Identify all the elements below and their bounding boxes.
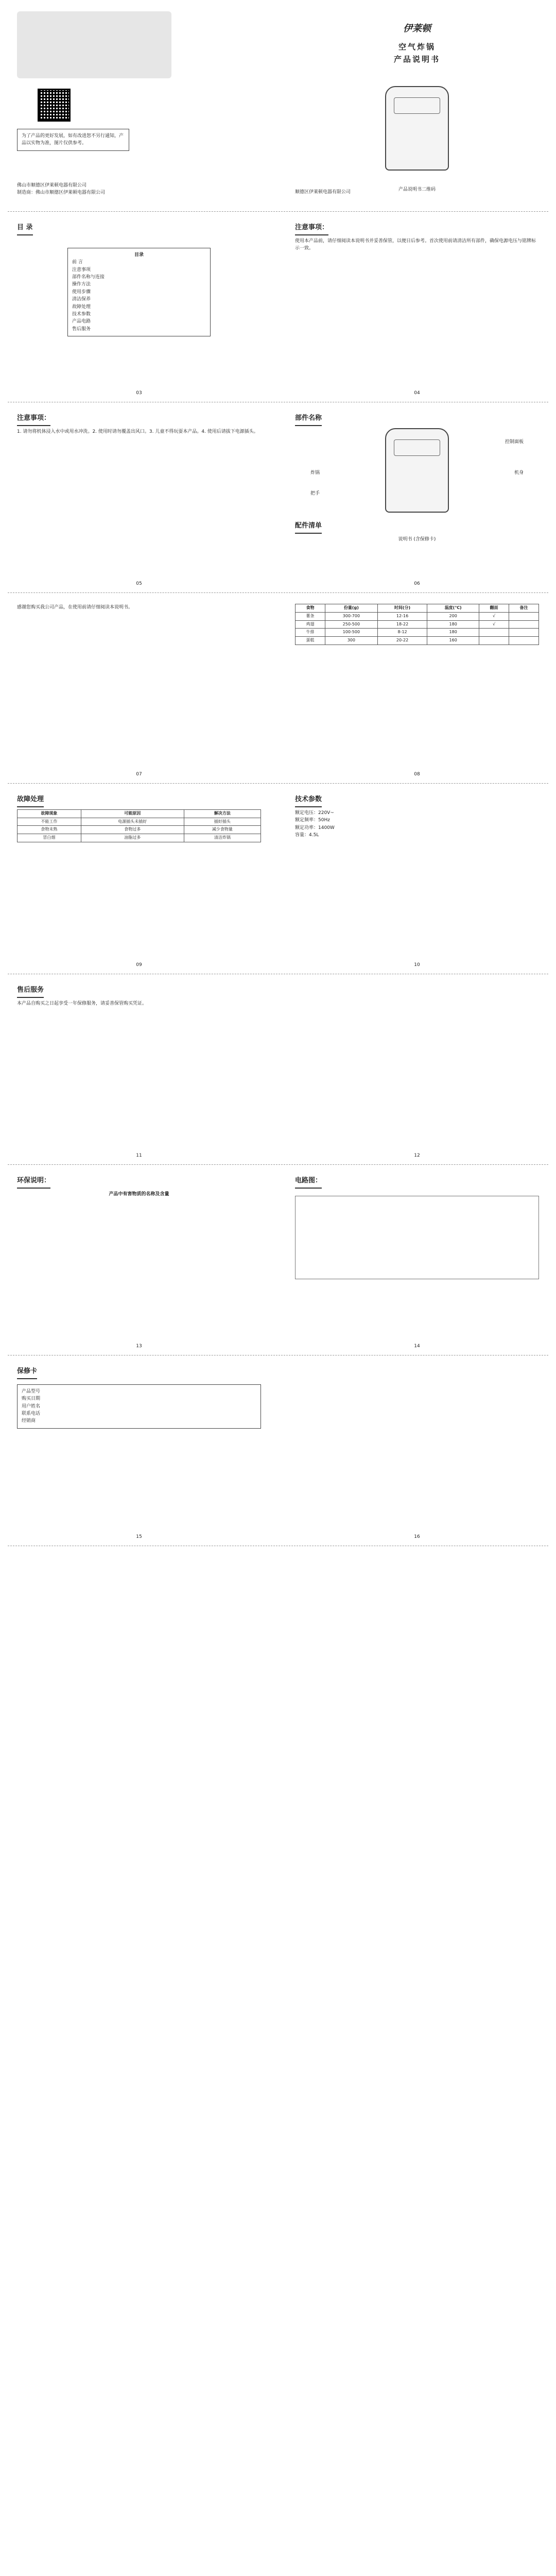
cover-notice: 为了产品的更好发展，如有改进恕不另行通知，产品以实物为准，图片仅供参考。 [17, 129, 129, 151]
page-number: 04 [414, 390, 420, 396]
table-row [296, 612, 539, 620]
notes-text: 1. 请勿将机体浸入水中或用水冲洗。2. 使用时请勿覆盖出风口。3. 儿童不得玩耍本产品。4. 使用后请拔下电源插头。 [17, 429, 258, 434]
air-fryer-image [385, 86, 449, 171]
table-row [18, 826, 261, 834]
table-cell: 20-22 [377, 637, 427, 645]
toc-item[interactable]: 使用步骤 [72, 289, 91, 295]
table-cell: 12-16 [377, 612, 427, 620]
table-header: 可能原因 [81, 809, 184, 818]
page-number: 11 [136, 1153, 142, 1158]
circuit-diagram [295, 1196, 539, 1279]
tech-item: 额定频率：50Hz [295, 818, 330, 823]
table-cell: 减少食物量 [184, 826, 260, 834]
warranty-page [8, 1360, 270, 1546]
warranty-field[interactable]: 购买日期 [22, 1396, 41, 1402]
toc-item[interactable]: 产品电路 [72, 319, 91, 325]
table-cell: 食物过多 [81, 826, 184, 834]
brand-logo: 伊莱顿 [403, 23, 431, 34]
spread-parts [8, 407, 548, 593]
warranty-field[interactable]: 经销商 [22, 1418, 36, 1424]
tech-item: 额定电压：220V~ [295, 810, 334, 816]
table-header: 解决方法 [184, 809, 260, 818]
table-header: 温度(℃) [427, 604, 479, 613]
table-cell: 油脂过多 [81, 834, 184, 842]
table-cell: 薯条 [296, 612, 325, 620]
table-cell: 250-500 [325, 620, 377, 629]
service-text: 本产品自购买之日起享受一年保修服务，请妥善保管购买凭证。 [17, 1001, 147, 1006]
table-cell: 冒白烟 [18, 834, 81, 842]
warranty-field[interactable]: 联系电话 [22, 1411, 41, 1416]
accessory-label: 配件清单 [295, 521, 322, 534]
page-number: 15 [136, 1534, 142, 1539]
table-cell [479, 629, 509, 637]
table-cell: 100-500 [325, 629, 377, 637]
cooking-table [295, 604, 539, 645]
troubleshoot-title: 故障处理 [17, 794, 44, 807]
cover-back [8, 5, 270, 211]
notes-page [8, 407, 270, 592]
table-cell: √ [479, 620, 509, 629]
table-header: 备注 [509, 604, 539, 613]
table-cell: 鸡翅 [296, 620, 325, 629]
company-line: 制造商：佛山市顺德区伊莱顿电器有限公司 [17, 190, 106, 196]
table-cell: 180 [427, 620, 479, 629]
toc-item[interactable]: 前 言 [72, 260, 83, 265]
table-row [296, 637, 539, 645]
env-page [8, 1170, 270, 1355]
spread-cooking [8, 598, 548, 784]
warranty-field[interactable]: 用户姓名 [22, 1403, 41, 1409]
table-cell: 牛排 [296, 629, 325, 637]
toc-item[interactable]: 注意事项 [72, 267, 91, 273]
back-page [286, 1360, 548, 1546]
part-label: 控制面板 [505, 439, 524, 445]
table-cell: 160 [427, 637, 479, 645]
page-number: 08 [414, 771, 420, 777]
air-fryer-diagram [385, 428, 449, 513]
toc-item[interactable]: 操作方法 [72, 282, 91, 287]
toc-title: 目 录 [17, 223, 33, 235]
toc-page [8, 216, 270, 402]
table-cell [509, 629, 539, 637]
spread-warranty [8, 1360, 548, 1546]
company-line: 佛山市顺德区伊莱顿电器有限公司 [17, 182, 87, 188]
table-cell: √ [479, 612, 509, 620]
table-cell [479, 637, 509, 645]
table-header: 故障现象 [18, 809, 81, 818]
toc-item[interactable]: 故障处理 [72, 304, 91, 310]
page-number: 07 [136, 771, 142, 777]
blank-page [286, 979, 548, 1164]
warranty-title: 保修卡 [17, 1366, 37, 1379]
preface-text: 使用本产品前，请仔细阅读本说明书并妥善保管，以便日后参考。首次使用前请清洁所有部件，确保电源电压与铭牌标示一致。 [295, 238, 536, 251]
table-cell: 清洁炸锅 [184, 834, 260, 842]
tech-item: 容量：4.5L [295, 832, 319, 838]
warranty-form [17, 1384, 261, 1429]
table-cell [509, 637, 539, 645]
table-cell: 不能工作 [18, 818, 81, 826]
table-header: 翻面 [479, 604, 509, 613]
page-number: 14 [414, 1343, 420, 1349]
qr-code [38, 89, 71, 122]
toc-item[interactable]: 清洁保养 [72, 297, 91, 302]
spread-toc [8, 216, 548, 402]
table-header: 食物 [296, 604, 325, 613]
part-label: 把手 [310, 490, 320, 496]
table-cell: 200 [427, 612, 479, 620]
toc-subtitle: 目录 [134, 252, 144, 258]
page-number: 10 [414, 962, 420, 968]
parts-page [286, 407, 548, 592]
table-cell: 300 [325, 637, 377, 645]
table-cell: 蛋糕 [296, 637, 325, 645]
table-cell [509, 620, 539, 629]
company-right: 顺德区伊莱顿电器有限公司 [295, 189, 351, 195]
circuit-page [286, 1170, 548, 1355]
table-row [296, 629, 539, 637]
troubleshoot-table [17, 809, 261, 842]
table-cell: 插好插头 [184, 818, 260, 826]
table-row [296, 620, 539, 629]
page-number: 13 [136, 1343, 142, 1349]
toc-box [67, 248, 211, 336]
table-header: 时间(分) [377, 604, 427, 613]
circuit-title: 电路图： [295, 1176, 322, 1189]
toc-item[interactable]: 售后服务 [72, 326, 91, 332]
world-map-image [17, 11, 171, 78]
intro-page [8, 598, 270, 783]
table-cell: 18-22 [377, 620, 427, 629]
qr-caption: 产品说明书二维码 [398, 187, 436, 192]
table-cell [509, 612, 539, 620]
warranty-field[interactable]: 产品型号 [22, 1388, 41, 1394]
table-cell: 食物未熟 [18, 826, 81, 834]
table-row [18, 834, 261, 842]
table-cell: 电源插头未插好 [81, 818, 184, 826]
spread-service [8, 979, 548, 1165]
env-title: 环保说明： [17, 1176, 50, 1189]
service-page [8, 979, 270, 1164]
table-header: 份量(g) [325, 604, 377, 613]
spread-env [8, 1170, 548, 1355]
spread-troubleshoot [8, 788, 548, 974]
page-number: 06 [414, 581, 420, 586]
part-label: 炸锅 [310, 470, 320, 476]
manual-title: 产品说明书 [393, 54, 440, 64]
spread-cover [8, 5, 548, 212]
toc-item[interactable]: 部件名称与连接 [72, 274, 105, 280]
tech-title: 技术参数 [295, 794, 322, 807]
table-cell: 180 [427, 629, 479, 637]
table-row [18, 818, 261, 826]
page-number: 12 [414, 1153, 420, 1158]
service-title: 售后服务 [17, 985, 44, 998]
parts-section-label: 部件名称 [295, 413, 322, 426]
table-cell: 300-700 [325, 612, 377, 620]
troubleshoot-page [8, 788, 270, 974]
page-number: 16 [414, 1534, 420, 1539]
page-number: 09 [136, 962, 142, 968]
page-number: 03 [136, 390, 142, 396]
table-cell: 8-12 [377, 629, 427, 637]
page-number: 05 [136, 581, 142, 586]
env-table-title: 产品中有害物质的名称及含量 [109, 1191, 169, 1197]
toc-item[interactable]: 技术参数 [72, 311, 91, 317]
tech-item: 额定功率：1400W [295, 825, 335, 831]
product-title: 空气炸锅 [398, 42, 436, 52]
intro-text: 感谢您购买我公司产品，在使用前请仔细阅读本说明书。 [17, 605, 133, 610]
part-label: 机身 [514, 470, 524, 476]
cooking-page [286, 598, 548, 783]
notes-title: 注意事项： [17, 413, 50, 426]
cover-front [286, 5, 548, 211]
preface-page [286, 216, 548, 402]
preface-title: 注意事项： [295, 223, 328, 235]
manual-caption: 说明书 (含保修卡) [398, 536, 436, 542]
tech-page [286, 788, 548, 974]
